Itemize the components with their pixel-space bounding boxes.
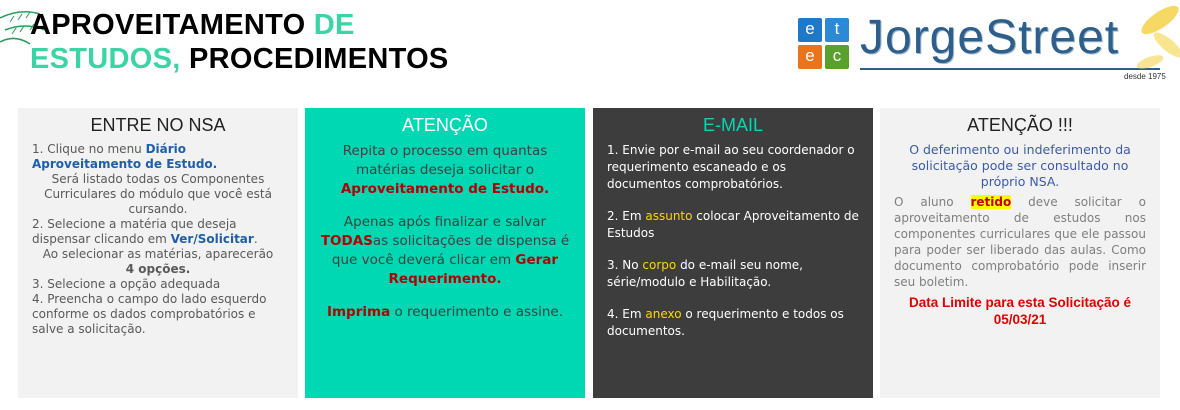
card2-spacer2 <box>319 289 571 303</box>
title-part-4: PROCEDIMENTOS <box>180 43 449 75</box>
card3-spacer3 <box>607 291 859 306</box>
title-part-1: APROVEITAMENTO <box>30 9 314 41</box>
card3-i2-text: colocar Aproveitamento de Estudos <box>607 209 859 240</box>
card2-imprima: Imprima <box>326 304 391 320</box>
page-title <box>30 8 449 76</box>
title-part-2: DE <box>313 9 355 41</box>
card-email <box>593 108 873 398</box>
card1-menu-name: Diário Aproveitamento de Estudo. <box>32 142 218 171</box>
card2-todas: TODAS <box>320 233 373 249</box>
card4-title: ATENÇÃO !!! <box>967 115 1073 135</box>
card-entre-nsa <box>18 108 298 398</box>
card2-p2-text2: as solicitações de dispensa é que você deverá clicar em <box>331 233 570 268</box>
card3-item2 <box>607 208 859 242</box>
card3-anexo: anexo <box>645 307 682 321</box>
card1-step1-text: 1. Clique no menu <box>32 142 146 156</box>
card2-title: ATENÇÃO <box>402 115 488 135</box>
card4-retido: retido <box>970 195 1012 209</box>
card4-p2-text: deve solicitar o aproveitamento de estudos nos componentes curriculares que ele passou para poder ser liberado das aulas. Como documento comprobatório pode inserir seu boletim. <box>894 195 1146 289</box>
card3-i3-prefix: 3. No <box>607 258 643 272</box>
logo-since: desde 1975 <box>1124 72 1166 81</box>
logo-box-t: t <box>825 18 849 42</box>
logo-name: JorgeStreet <box>860 11 1120 64</box>
card2-paragraph1 <box>319 142 571 199</box>
logo-box-e2: e <box>798 45 822 69</box>
card-atencao-2 <box>880 108 1160 398</box>
logo-box-e1: e <box>798 18 822 42</box>
card1-step2-end: . <box>253 232 258 246</box>
card4-paragraph1: O deferimento ou indeferimento da solicitação pode ser consultado no próprio NSA. <box>909 142 1131 189</box>
card1-step1 <box>32 142 284 172</box>
card3-assunto: assunto <box>645 209 693 223</box>
card2-p2-text: Apenas após finalizar e salvar <box>343 214 547 230</box>
title-part-3: ESTUDOS, <box>30 43 181 75</box>
card2-p1-highlight: Aproveitamento de Estudo. <box>340 181 550 197</box>
card1-step3: 3. Selecione a opção adequada <box>32 277 221 291</box>
card2-p1-text: Repita o processo em quantas matérias deseja solicitar o <box>342 143 548 178</box>
logo-box-c: c <box>825 45 849 69</box>
card3-spacer1 <box>607 193 859 208</box>
card3-i2-prefix: 2. Em <box>607 209 646 223</box>
card3-spacer2 <box>607 242 859 257</box>
card3-title: E-MAIL <box>702 115 763 135</box>
card1-options-count: 4 opções. <box>125 262 191 276</box>
card4-p2-prefix: O aluno <box>894 195 971 209</box>
card3-i4-prefix: 4. Em <box>607 307 646 321</box>
card3-corpo: corpo <box>642 258 677 272</box>
card1-title: ENTRE NO NSA <box>90 115 226 135</box>
card1-note1: Será listado todas os Componentes Curriculares do módulo que você está cursando. <box>44 172 272 216</box>
card2-gerar-requerimento: Gerar Requerimento. <box>388 252 559 287</box>
card3-i4-text: o requerimento e todos os documentos. <box>607 307 844 338</box>
card2-paragraph3 <box>319 303 571 322</box>
card-atencao <box>305 108 585 398</box>
card1-ver-solicitar: Ver/Solicitar <box>170 232 254 246</box>
card1-note2: Ao selecionar as matérias, aparecerão <box>42 247 274 261</box>
card4-deadline: Data Limite para esta Solicitação é 05/03/21 <box>908 295 1132 327</box>
card1-step4: 4. Preencha o campo do lado esquerdo conforme os dados comprobatórios e salve a solicitação. <box>32 292 267 336</box>
card3-item3 <box>607 257 859 291</box>
card3-item4 <box>607 306 859 340</box>
card2-spacer <box>319 199 571 213</box>
card2-paragraph2 <box>319 213 571 289</box>
card3-i3-text: do e-mail seu nome, série/modulo e Habilitação. <box>607 258 803 289</box>
leaf-decoration-right <box>1110 0 1180 90</box>
card4-paragraph2 <box>894 194 1146 290</box>
card2-p3-text: o requerimento e assine. <box>390 304 564 320</box>
card1-step2-text: 2. Selecione a matéria que deseja dispensar clicando em <box>32 217 237 246</box>
card1-step2 <box>32 217 284 247</box>
card3-item1: 1. Envie por e-mail ao seu coordenador o requerimento escaneado e os documentos comprobatórios. <box>607 143 855 191</box>
